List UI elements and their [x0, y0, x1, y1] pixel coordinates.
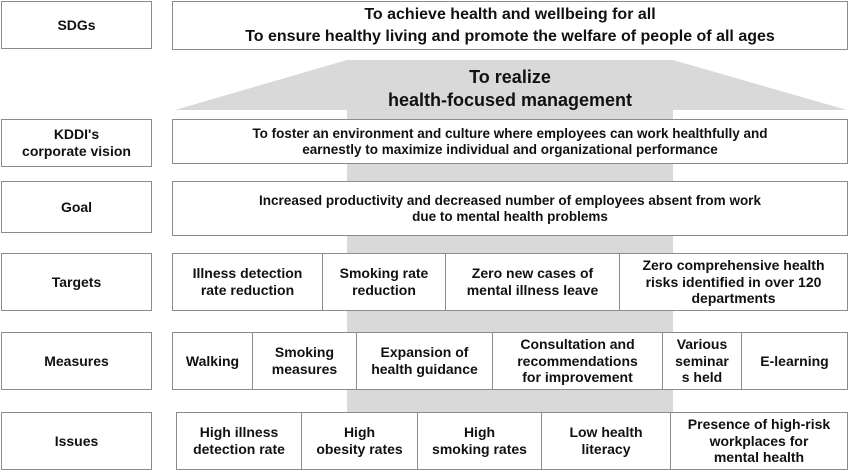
issue-item: High illness detection rate	[176, 412, 302, 470]
issue-item: High smoking rates	[417, 412, 542, 470]
issue-item: High obesity rates	[301, 412, 418, 470]
issue-item: Low health literacy	[541, 412, 671, 470]
measure-item: E-learning	[741, 332, 848, 390]
measure-item: Various seminar s held	[662, 332, 742, 390]
label-measures: Measures	[1, 332, 152, 390]
label-corporate-vision: KDDI's corporate vision	[1, 119, 152, 167]
measure-item: Consultation and recommendations for improvement	[492, 332, 663, 390]
measure-item: Walking	[172, 332, 253, 390]
sdgs-statement: To achieve health and wellbeing for all To ensure healthy living and promote the welfare of people of all ages	[172, 1, 848, 50]
label-targets: Targets	[1, 253, 152, 311]
target-item: Smoking rate reduction	[322, 253, 446, 311]
goal-statement: Increased productivity and decreased number of employees absent from work due to mental health problems	[172, 181, 848, 236]
label-goal: Goal	[1, 181, 152, 233]
issue-item: Presence of high-risk workplaces for mental health	[670, 412, 848, 470]
measure-item: Expansion of health guidance	[356, 332, 493, 390]
target-item: Illness detection rate reduction	[172, 253, 323, 311]
target-item: Zero comprehensive health risks identified in over 120 departments	[619, 253, 848, 311]
corporate-vision-statement: To foster an environment and culture where employees can work healthfully and earnestly to maximize individual and organizational performance	[172, 119, 848, 164]
label-sdgs: SDGs	[1, 1, 152, 49]
target-item: Zero new cases of mental illness leave	[445, 253, 620, 311]
measure-item: Smoking measures	[252, 332, 357, 390]
arrow-caption: To realize health-focused management	[387, 67, 633, 110]
label-issues: Issues	[1, 412, 152, 470]
